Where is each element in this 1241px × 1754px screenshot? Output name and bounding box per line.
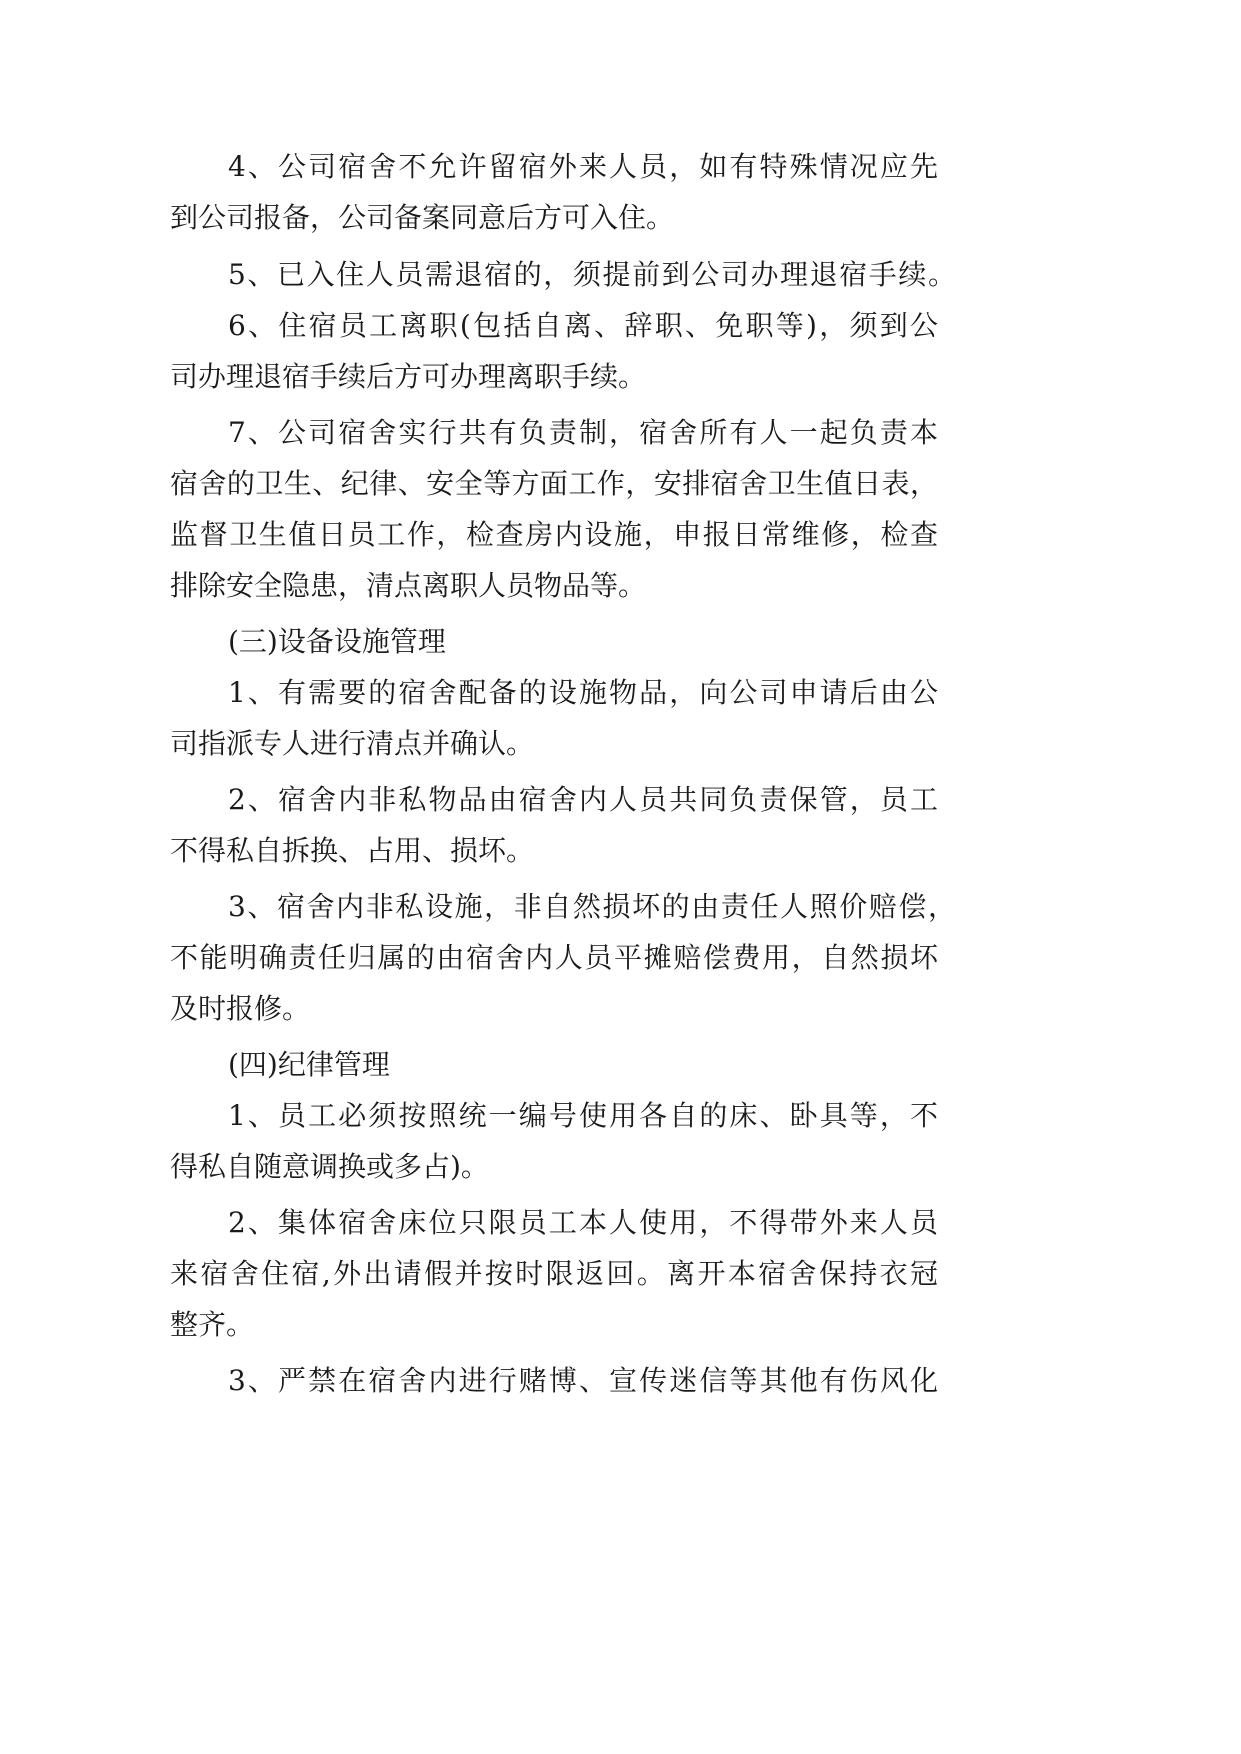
text-line: 5、已入住人员需退宿的，须提前到公司办理退宿手续。 [228, 258, 956, 291]
text-line: 不得私自拆换、占用、损坏。 [170, 834, 535, 867]
text-line: 来宿舍住宿,外出请假并按时限返回。离开本宿舍保持衣冠 [170, 1257, 938, 1290]
text-line: 司指派专人进行清点并确认。 [170, 727, 535, 760]
text-line: 1、员工必须按照统一编号使用各自的床、卧具等，不 [228, 1099, 938, 1132]
text-line: 2、集体宿舍床位只限员工本人使用，不得带外来人员 [228, 1206, 938, 1239]
text-line: 排除安全隐患，清点离职人员物品等。 [170, 569, 647, 602]
text-line: 宿舍的卫生、纪律、安全等方面工作，安排宿舍卫生值日表， [170, 467, 938, 500]
text-line: 2、宿舍内非私物品由宿舍内人员共同负责保管，员工 [228, 783, 938, 816]
section-heading: (四)纪律管理 [228, 1048, 390, 1081]
text-line: 不能明确责任归属的由宿舍内人员平摊赔偿费用，自然损坏 [170, 941, 938, 974]
text-line: 3、严禁在宿舍内进行赌博、宣传迷信等其他有伤风化 [228, 1364, 938, 1397]
text-line: 4、公司宿舍不允许留宿外来人员，如有特殊情况应先 [228, 150, 938, 183]
text-line: 6、住宿员工离职(包括自离、辞职、免职等)，须到公 [228, 309, 938, 342]
text-line: 整齐。 [170, 1308, 255, 1341]
section-heading: (三)设备设施管理 [228, 625, 446, 658]
text-line: 得私自随意调换或多占)。 [170, 1150, 489, 1183]
text-line: 3、宿舍内非私设施，非自然损坏的由责任人照价赔偿， [228, 890, 956, 923]
text-line: 1、有需要的宿舍配备的设施物品，向公司申请后由公 [228, 676, 938, 709]
text-line: 及时报修。 [170, 992, 311, 1025]
text-line: 监督卫生值日员工作，检查房内设施，申报日常维修，检查 [170, 518, 938, 551]
text-line: 司办理退宿手续后方可办理离职手续。 [170, 360, 647, 393]
text-line: 7、公司宿舍实行共有负责制，宿舍所有人一起负责本 [228, 416, 938, 449]
text-line: 到公司报备，公司备案同意后方可入住。 [170, 201, 675, 234]
